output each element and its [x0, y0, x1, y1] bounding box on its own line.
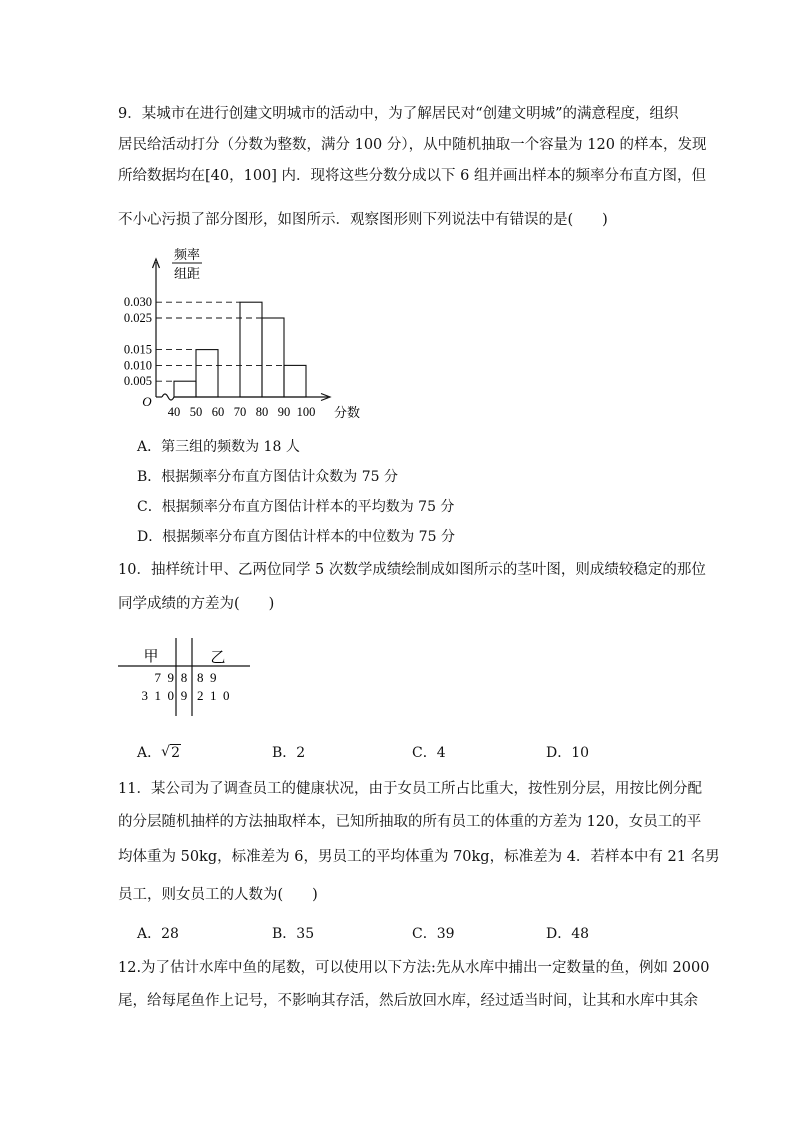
q9-line-2: 居民给活动打分（分数为整数，满分 100 分），从中随机抽取一个容量为 120 的样本，发现: [118, 137, 707, 153]
x-tick-label: 60: [211, 405, 225, 419]
x-tick-label: 100: [296, 405, 316, 419]
ylabel-bottom: 组距: [173, 266, 201, 281]
x-tick-label: 90: [277, 405, 291, 419]
stem-header-jia: 甲: [143, 649, 159, 665]
q11-line-1: 11．某公司为了调查员工的健康状况，由于女员工所占比重大，按性别分层，用按比例分配: [118, 781, 702, 797]
q9-line-3: 所给数据均在[40，100] 内．现将这些分数分成以下 6 组并画出样本的频率分布直方图，但: [118, 168, 706, 184]
stem-row2-right: 2 1 0: [197, 688, 230, 703]
x-tick-label: 50: [189, 405, 203, 419]
q9-line-4: 不小心污损了部分图形，如图所示．观察图形则下列说法中有错误的是( ): [118, 212, 608, 228]
x-axis-break: [162, 394, 174, 400]
stem-row1-stem: 8: [180, 670, 188, 685]
sqrt-radicand: 2: [171, 745, 181, 761]
q11-option-c[interactable]: C．39: [412, 926, 455, 942]
q10-option-a[interactable]: [137, 743, 181, 763]
y-tick-label: 0.005: [123, 374, 152, 389]
q9-line-1: 9．某城市在进行创建文明城市的活动中，为了解居民对“创建文明城”的满意程度，组织: [118, 106, 679, 122]
q10-line-2: 同学成绩的方差为( ): [118, 596, 275, 612]
x-tick-label: 80: [255, 405, 269, 419]
y-tick-label: 0.025: [123, 311, 152, 325]
stem-row1-left: 7 9: [154, 670, 174, 685]
stem-row1-right: 8 9: [197, 670, 217, 685]
stem-leaf-plot: [118, 638, 250, 718]
histogram-bar: [284, 365, 306, 397]
q11-line-4: 员工，则女员工的人数为( ): [118, 887, 318, 903]
q11-line-2: 的分层随机抽样的方法抽取样本，已知所抽取的所有员工的体重的方差为 120，女员工的平: [118, 814, 702, 830]
q10-option-d[interactable]: D．10: [546, 745, 590, 761]
stem-row2-stem: 9: [180, 688, 188, 703]
q9-option-d[interactable]: D．根据频率分布直方图估计样本的中位数为 75 分: [137, 529, 455, 545]
q9-option-c[interactable]: C．根据频率分布直方图估计样本的平均数为 75 分: [137, 499, 455, 515]
q11-option-b[interactable]: B．35: [272, 926, 315, 942]
histogram-bar: [262, 318, 284, 397]
q10-line-1: 10．抽样统计甲、乙两位同学 5 次数学成绩绘制成如图所示的茎叶图，则成绩较稳定的那位: [118, 562, 706, 578]
q10-option-c[interactable]: C．4: [412, 745, 446, 761]
stem-header-yi: 乙: [210, 650, 226, 666]
y-tick-label: 0.015: [123, 342, 152, 357]
q11-option-a[interactable]: A．28: [137, 926, 179, 942]
y-tick-label: 0.030: [123, 295, 152, 310]
q11-option-d[interactable]: D．48: [546, 926, 590, 942]
ylabel-top: 频率: [173, 247, 201, 262]
histogram-bar: [174, 381, 196, 397]
origin-label: O: [142, 394, 152, 409]
frequency-histogram: [110, 242, 370, 424]
sqrt-symbol: √ 2: [161, 744, 181, 761]
q11-line-3: 均体重为 50kg，标准差为 6，男员工的平均体重为 70kg，标准差为 4．若样本中有 21 名男: [118, 849, 720, 865]
histogram-bar: [196, 350, 218, 397]
q9-option-b[interactable]: B．根据频率分布直方图估计众数为 75 分: [137, 469, 399, 485]
x-axis-label: 分数: [333, 405, 361, 420]
q12-line-2: 尾，给每尾鱼作上记号，不影响其存活，然后放回水库，经过适当时间，让其和水库中其余: [118, 993, 698, 1009]
x-tick-label: 70: [233, 405, 247, 419]
y-tick-label: 0.010: [123, 358, 152, 373]
q9-option-a[interactable]: A．第三组的频数为 18 人: [137, 439, 300, 455]
q10-option-a-label: A．: [137, 745, 162, 761]
q10-option-b[interactable]: B．2: [272, 745, 306, 761]
histogram-bar: [240, 302, 262, 397]
x-tick-label: 40: [167, 405, 181, 419]
stem-row2-left: 3 1 0: [141, 688, 174, 703]
q12-line-1: 12.为了估计水库中鱼的尾数，可以使用以下方法:先从水库中捕出一定数量的鱼，例如 2000: [118, 960, 710, 976]
